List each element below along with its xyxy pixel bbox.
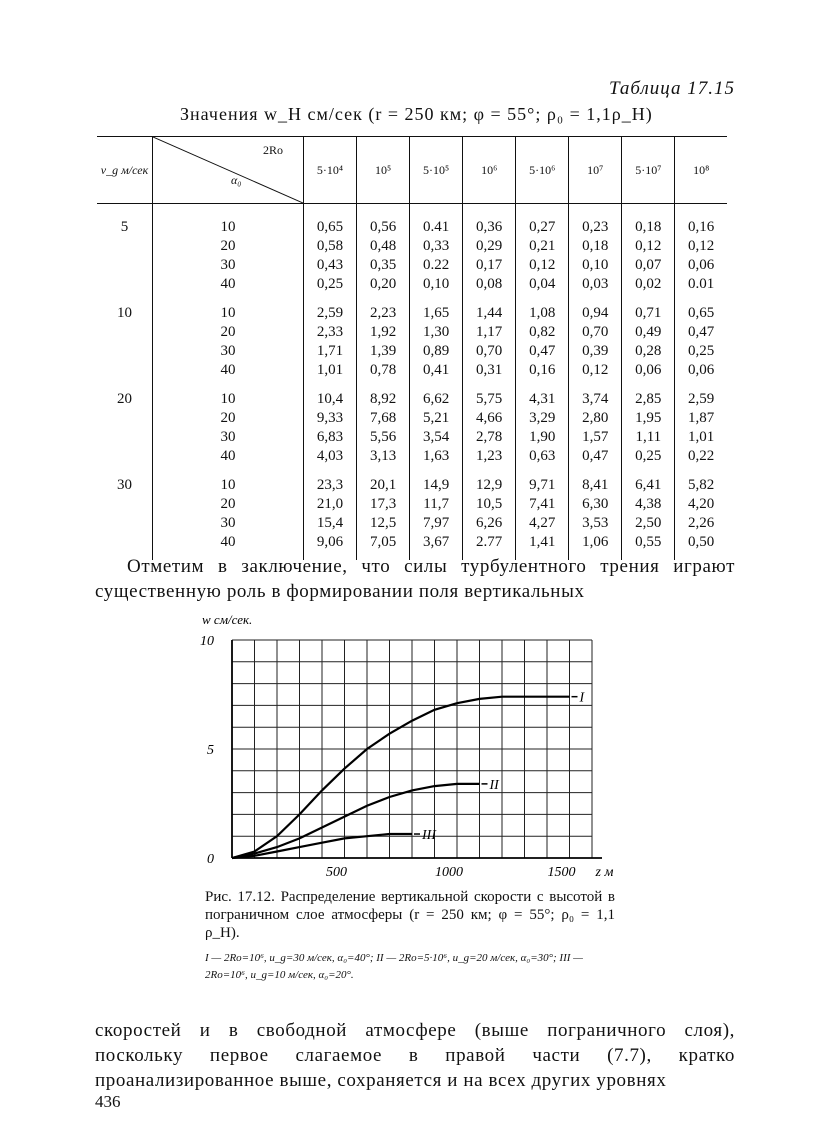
table-row — [97, 302, 727, 388]
cell-values-4: 0,27 0,21 0,12 0,04 — [516, 204, 569, 303]
page-number: 436 — [95, 1092, 121, 1111]
figure-caption: Рис. 17.12. Распределение вертикальной скорости с высотой в пограничном слое атмосферы (r = 250 км; φ = 55°; ρ₀ = 1,1 ρ_H). — [205, 889, 615, 941]
cell-values-6: 0,71 0,49 0,28 0,06 — [622, 302, 675, 388]
table-title: Значения w_H см/сек (r = 250 км; φ = 55°; ρ₀ = 1,1ρ_H) — [180, 104, 653, 124]
column-header-6: 5·10⁷ — [622, 137, 675, 204]
column-header-4: 5·10⁶ — [516, 137, 569, 204]
x-axis-label: z м — [595, 865, 614, 880]
cell-alpha: 10 20 30 40 — [153, 204, 304, 303]
cell-vg: 10 — [117, 305, 132, 321]
cell-values-4: 9,71 7,41 4,27 1,41 — [516, 474, 569, 560]
cell-values-0: 10,4 9,33 6,83 4,03 — [304, 388, 357, 474]
velocity-chart — [190, 610, 630, 880]
cell-values-0: 0,65 0,58 0,43 0,25 — [304, 204, 357, 303]
cell-values-6: 0,18 0,12 0,07 0,02 — [622, 204, 675, 303]
cell-values-1: 8,92 7,68 5,56 3,13 — [357, 388, 410, 474]
series-label-III: III — [422, 828, 436, 844]
paragraph-1: Отметим в заключение, что силы турбулентного трения играют существенную роль в формировании поля вертикальных — [95, 556, 735, 602]
cell-values-4: 1,08 0,82 0,47 0,16 — [516, 302, 569, 388]
table-row — [97, 474, 727, 560]
cell-values-3: 5,75 4,66 2,78 1,23 — [463, 388, 516, 474]
cell-values-6: 6,41 4,38 2,50 0,55 — [622, 474, 675, 560]
cell-values-1: 0,56 0,48 0,35 0,20 — [357, 204, 410, 303]
header-vg: v_g м/сек — [97, 137, 153, 204]
table-body — [97, 204, 727, 561]
x-tick-label: 1500 — [547, 865, 576, 880]
table-header-row — [97, 137, 727, 204]
cell-values-2: 1,65 1,30 0,89 0,41 — [410, 302, 463, 388]
cell-values-2: 6,62 5,21 3,54 1,63 — [410, 388, 463, 474]
cell-values-7: 5,82 4,20 2,26 0,50 — [675, 474, 727, 560]
column-header-1: 10⁵ — [357, 137, 410, 204]
table-row — [97, 204, 727, 303]
x-tick-label: 1000 — [435, 865, 463, 880]
y-tick-label: 5 — [207, 743, 214, 758]
series-label-II: II — [489, 777, 499, 793]
cell-vg: 5 — [120, 219, 129, 235]
cell-alpha: 10 20 30 40 — [153, 388, 304, 474]
table-label: Таблица 17.15 — [609, 78, 735, 99]
cell-vg: 20 — [117, 391, 132, 407]
series-line-II — [232, 784, 480, 858]
series-label-I: I — [579, 690, 585, 706]
chart-svg — [190, 610, 630, 880]
x-tick-label: 500 — [326, 865, 347, 880]
column-header-0: 5·10⁴ — [304, 137, 357, 204]
column-header-2: 5·10⁵ — [410, 137, 463, 204]
cell-values-0: 23,3 21,0 15,4 9,06 — [304, 474, 357, 560]
cell-values-5: 3,74 2,80 1,57 0,47 — [569, 388, 622, 474]
cell-values-7: 0,16 0,12 0,06 0.01 — [675, 204, 727, 303]
wh-values-table — [97, 136, 727, 560]
cell-values-5: 0,94 0,70 0,39 0,12 — [569, 302, 622, 388]
table-row — [97, 388, 727, 474]
cell-values-3: 1,44 1,17 0,70 0,31 — [463, 302, 516, 388]
header-2ro: 2Ro — [263, 143, 284, 157]
column-header-5: 10⁷ — [569, 137, 622, 204]
cell-values-4: 4,31 3,29 1,90 0,63 — [516, 388, 569, 474]
header-diagonal-cell — [153, 137, 304, 204]
cell-values-1: 2,23 1,92 1,39 0,78 — [357, 302, 410, 388]
cell-alpha: 10 20 30 40 — [153, 474, 304, 560]
column-header-7: 10⁸ — [675, 137, 727, 204]
column-header-3: 10⁶ — [463, 137, 516, 204]
cell-values-2: 0.41 0,33 0.22 0,10 — [410, 204, 463, 303]
y-tick-label: 10 — [200, 634, 214, 649]
paragraph-2: скоростей и в свободной атмосфере (выше пограничного слоя), поскольку первое слагаемое в правой части (7.7), кратко проанализированное выше, сохраняется и на всех других уровнях — [95, 1020, 735, 1091]
cell-vg: 30 — [117, 477, 132, 493]
cell-values-5: 0,23 0,18 0,10 0,03 — [569, 204, 622, 303]
y-tick-label: 0 — [207, 852, 214, 867]
cell-values-7: 0,65 0,47 0,25 0,06 — [675, 302, 727, 388]
cell-values-5: 8,41 6,30 3,53 1,06 — [569, 474, 622, 560]
cell-values-3: 12,9 10,5 6,26 2.77 — [463, 474, 516, 560]
cell-values-1: 20,1 17,3 12,5 7,05 — [357, 474, 410, 560]
cell-alpha: 10 20 30 40 — [153, 302, 304, 388]
cell-values-3: 0,36 0,29 0,17 0,08 — [463, 204, 516, 303]
y-axis-label: w см/сек. — [202, 612, 253, 627]
figure-legend-note: I — 2Ro=10⁶, u_g=30 м/сек, α₀=40°; II — 2Ro=5·10⁶, u_g=20 м/сек, α₀=30°; III — 2Ro=10⁶, u_g=10 м/сек, α₀=20°. — [205, 952, 583, 981]
cell-values-7: 2,59 1,87 1,01 0,22 — [675, 388, 727, 474]
cell-values-0: 2,59 2,33 1,71 1,01 — [304, 302, 357, 388]
cell-values-2: 14,9 11,7 7,97 3,67 — [410, 474, 463, 560]
cell-values-6: 2,85 1,95 1,11 0,25 — [622, 388, 675, 474]
header-alpha: α₀ — [231, 173, 242, 187]
